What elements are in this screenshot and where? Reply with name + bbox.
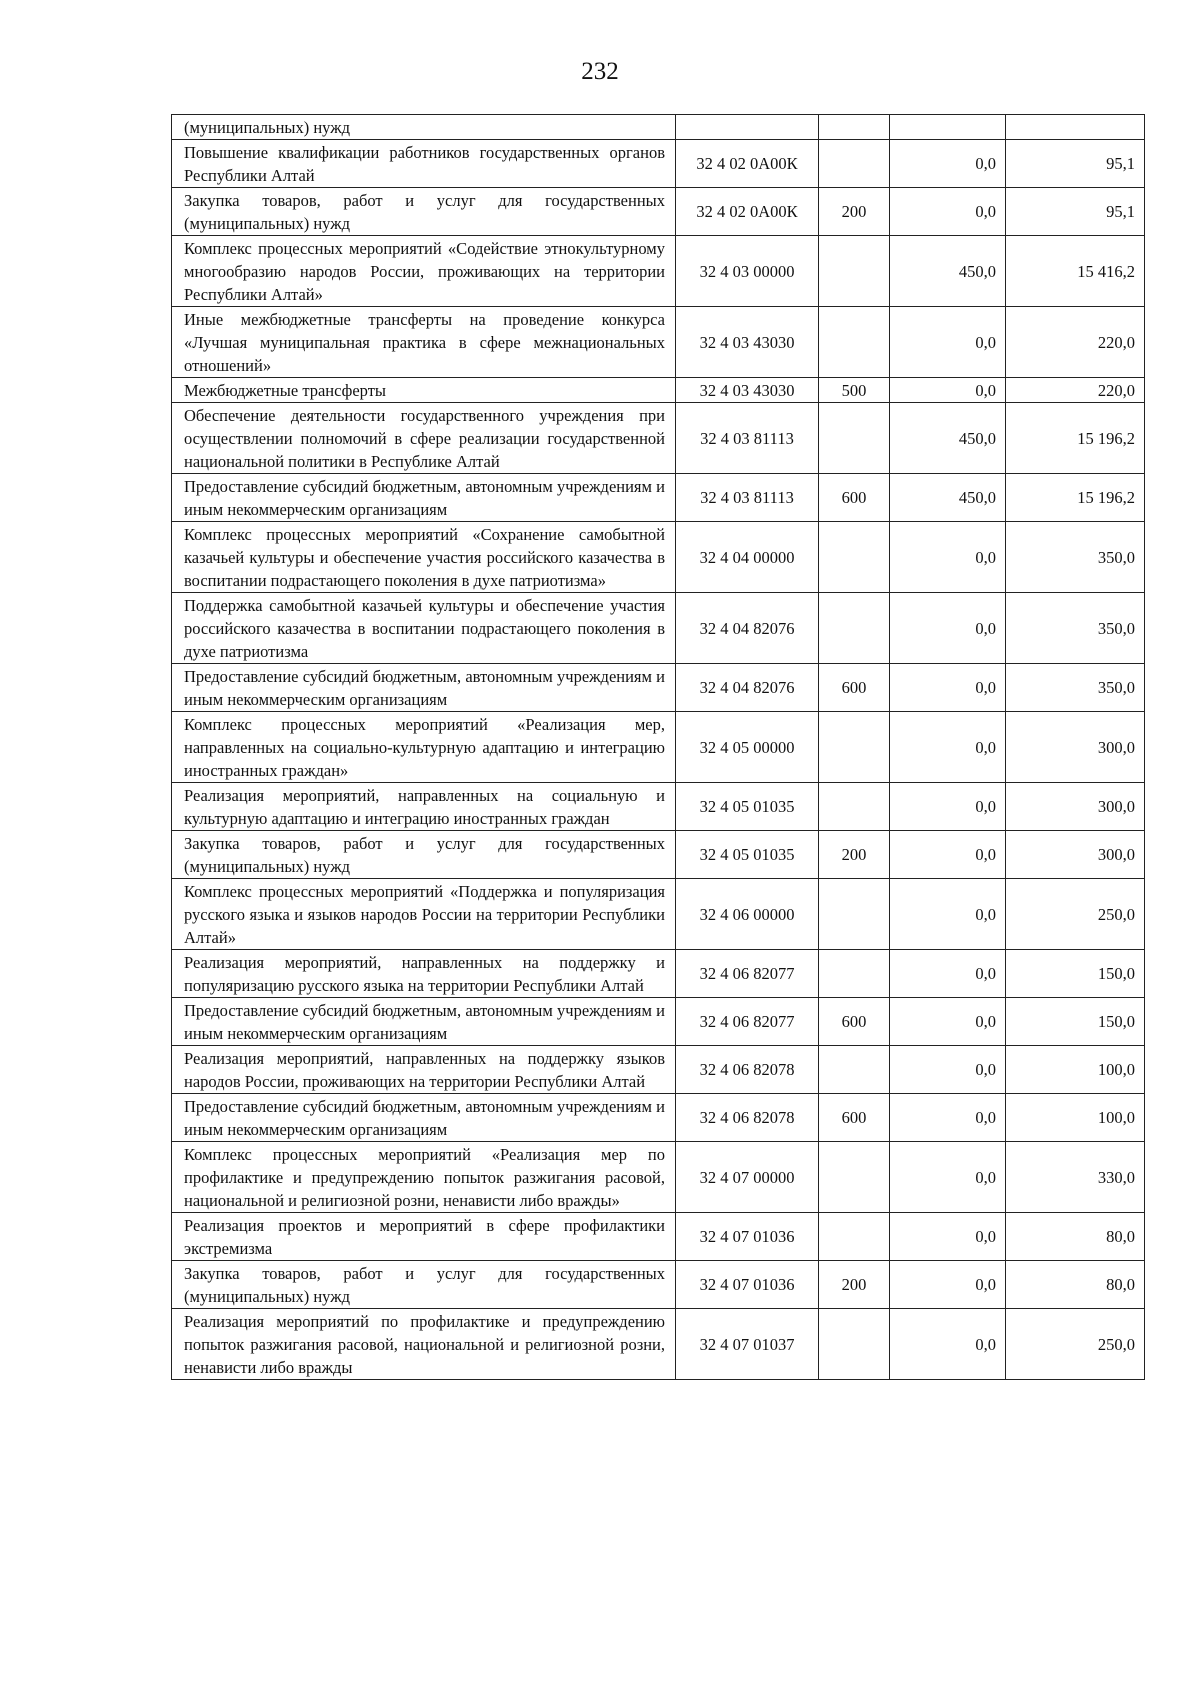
row-expense-type-cell (819, 879, 890, 950)
row-code-cell: 32 4 03 43030 (676, 378, 819, 403)
row-expense-type-cell: 600 (819, 998, 890, 1046)
row-amount-2-cell: 330,0 (1006, 1142, 1145, 1213)
row-name-cell: Комплекс процессных мероприятий «Поддержка и популяризация русского языка и языков народов России на территории Республики Алтай» (172, 879, 676, 950)
row-amount-1-cell: 0,0 (890, 950, 1006, 998)
table-row (172, 140, 1145, 188)
row-expense-type-cell (819, 1309, 890, 1380)
row-code-cell: 32 4 07 01036 (676, 1213, 819, 1261)
row-expense-type-cell (819, 522, 890, 593)
row-amount-2-cell: 80,0 (1006, 1261, 1145, 1309)
row-amount-2-cell: 350,0 (1006, 522, 1145, 593)
row-code-cell: 32 4 07 01036 (676, 1261, 819, 1309)
row-code-cell: 32 4 06 82077 (676, 998, 819, 1046)
row-amount-2-cell: 300,0 (1006, 831, 1145, 879)
row-expense-type-cell: 200 (819, 831, 890, 879)
row-expense-type-cell: 200 (819, 1261, 890, 1309)
row-amount-1-cell: 0,0 (890, 783, 1006, 831)
row-name-cell: Реализация мероприятий, направленных на поддержку и популяризацию русского языка на территории Республики Алтай (172, 950, 676, 998)
row-amount-2-cell: 350,0 (1006, 593, 1145, 664)
row-amount-2-cell: 95,1 (1006, 140, 1145, 188)
row-amount-2-cell: 250,0 (1006, 1309, 1145, 1380)
row-amount-2-cell: 80,0 (1006, 1213, 1145, 1261)
row-amount-1-cell: 0,0 (890, 593, 1006, 664)
row-code-cell: 32 4 04 00000 (676, 522, 819, 593)
table-row (172, 1142, 1145, 1213)
row-amount-1-cell: 0,0 (890, 307, 1006, 378)
row-code-cell: 32 4 06 82078 (676, 1094, 819, 1142)
row-expense-type-cell (819, 1142, 890, 1213)
row-amount-2-cell: 150,0 (1006, 950, 1145, 998)
row-code-cell: 32 4 03 00000 (676, 236, 819, 307)
row-name-cell: Закупка товаров, работ и услуг для государственных (муниципальных) нужд (172, 1261, 676, 1309)
row-code-cell: 32 4 02 0А00К (676, 188, 819, 236)
row-amount-2-cell: 100,0 (1006, 1094, 1145, 1142)
row-amount-2-cell: 220,0 (1006, 378, 1145, 403)
row-name-cell: Комплекс процессных мероприятий «Реализация мер по профилактике и предупреждению попыток разжигания расовой, национальной и религиозной розни, ненависти либо вражды» (172, 1142, 676, 1213)
row-code-cell: 32 4 06 82078 (676, 1046, 819, 1094)
table-row (172, 1213, 1145, 1261)
row-amount-1-cell: 0,0 (890, 1213, 1006, 1261)
row-code-cell: 32 4 06 00000 (676, 879, 819, 950)
table-row (172, 998, 1145, 1046)
row-name-cell: Предоставление субсидий бюджетным, автономным учреждениям и иным некоммерческим организациям (172, 474, 676, 522)
row-name-cell: Повышение квалификации работников государственных органов Республики Алтай (172, 140, 676, 188)
row-amount-2-cell: 15 196,2 (1006, 474, 1145, 522)
row-expense-type-cell: 600 (819, 664, 890, 712)
row-code-cell: 32 4 07 01037 (676, 1309, 819, 1380)
row-amount-2-cell: 100,0 (1006, 1046, 1145, 1094)
row-name-cell: Комплекс процессных мероприятий «Содействие этнокультурному многообразию народов России, проживающих на территории Республики Алтай» (172, 236, 676, 307)
table-row (172, 783, 1145, 831)
row-code-cell (676, 115, 819, 140)
table-row (172, 712, 1145, 783)
row-amount-2-cell: 300,0 (1006, 783, 1145, 831)
table-row (172, 950, 1145, 998)
row-expense-type-cell (819, 712, 890, 783)
table-row (172, 307, 1145, 378)
row-name-cell: Комплекс процессных мероприятий «Реализация мер, направленных на социально-культурную адаптацию и интеграцию иностранных граждан» (172, 712, 676, 783)
row-amount-2-cell: 15 416,2 (1006, 236, 1145, 307)
row-amount-1-cell: 0,0 (890, 188, 1006, 236)
table-row (172, 522, 1145, 593)
table-row (172, 593, 1145, 664)
table-row (172, 474, 1145, 522)
row-expense-type-cell: 200 (819, 188, 890, 236)
row-amount-1-cell (890, 115, 1006, 140)
row-amount-1-cell: 0,0 (890, 879, 1006, 950)
table-row (172, 831, 1145, 879)
row-code-cell: 32 4 03 81113 (676, 474, 819, 522)
row-amount-2-cell: 150,0 (1006, 998, 1145, 1046)
budget-table-body (172, 115, 1145, 1380)
row-expense-type-cell (819, 950, 890, 998)
row-amount-2-cell: 350,0 (1006, 664, 1145, 712)
row-name-cell: Иные межбюджетные трансферты на проведение конкурса «Лучшая муниципальная практика в сфере межнациональных отношений» (172, 307, 676, 378)
row-amount-1-cell: 0,0 (890, 1142, 1006, 1213)
table-row (172, 1309, 1145, 1380)
row-name-cell: (муниципальных) нужд (172, 115, 676, 140)
row-expense-type-cell (819, 236, 890, 307)
row-amount-1-cell: 0,0 (890, 1046, 1006, 1094)
row-name-cell: Поддержка самобытной казачьей культуры и обеспечение участия российского казачества в воспитании подрастающего поколения в духе патриотизма (172, 593, 676, 664)
row-code-cell: 32 4 04 82076 (676, 593, 819, 664)
row-expense-type-cell: 600 (819, 474, 890, 522)
row-name-cell: Реализация мероприятий, направленных на социальную и культурную адаптацию и интеграцию иностранных граждан (172, 783, 676, 831)
row-amount-1-cell: 0,0 (890, 664, 1006, 712)
row-name-cell: Реализация мероприятий, направленных на поддержку языков народов России, проживающих на территории Республики Алтай (172, 1046, 676, 1094)
table-row (172, 188, 1145, 236)
row-name-cell: Закупка товаров, работ и услуг для государственных (муниципальных) нужд (172, 188, 676, 236)
row-amount-1-cell: 0,0 (890, 712, 1006, 783)
row-expense-type-cell (819, 1213, 890, 1261)
row-expense-type-cell: 500 (819, 378, 890, 403)
row-name-cell: Обеспечение деятельности государственного учреждения при осуществлении полномочий в сфере реализации государственной национальной политики в Республике Алтай (172, 403, 676, 474)
row-name-cell: Предоставление субсидий бюджетным, автономным учреждениям и иным некоммерческим организациям (172, 664, 676, 712)
row-amount-2-cell: 250,0 (1006, 879, 1145, 950)
table-row (172, 115, 1145, 140)
row-name-cell: Закупка товаров, работ и услуг для государственных (муниципальных) нужд (172, 831, 676, 879)
row-code-cell: 32 4 02 0А00К (676, 140, 819, 188)
table-row (172, 1094, 1145, 1142)
row-amount-2-cell: 95,1 (1006, 188, 1145, 236)
row-expense-type-cell (819, 115, 890, 140)
table-row (172, 403, 1145, 474)
row-name-cell: Межбюджетные трансферты (172, 378, 676, 403)
table-row (172, 1261, 1145, 1309)
row-name-cell: Предоставление субсидий бюджетным, автономным учреждениям и иным некоммерческим организациям (172, 1094, 676, 1142)
row-amount-1-cell: 0,0 (890, 522, 1006, 593)
row-name-cell: Комплекс процессных мероприятий «Сохранение самобытной казачьей культуры и обеспечение участия российского казачества в воспитании подрастающего поколения в духе патриотизма» (172, 522, 676, 593)
page-number: 232 (581, 58, 619, 85)
row-expense-type-cell (819, 783, 890, 831)
row-code-cell: 32 4 03 81113 (676, 403, 819, 474)
row-amount-2-cell: 220,0 (1006, 307, 1145, 378)
row-expense-type-cell (819, 140, 890, 188)
row-amount-1-cell: 0,0 (890, 1261, 1006, 1309)
row-code-cell: 32 4 07 00000 (676, 1142, 819, 1213)
row-amount-1-cell: 0,0 (890, 831, 1006, 879)
row-code-cell: 32 4 05 01035 (676, 831, 819, 879)
row-expense-type-cell (819, 1046, 890, 1094)
row-code-cell: 32 4 03 43030 (676, 307, 819, 378)
table-row (172, 1046, 1145, 1094)
row-amount-1-cell: 450,0 (890, 403, 1006, 474)
row-amount-1-cell: 0,0 (890, 1309, 1006, 1380)
table-row (172, 664, 1145, 712)
row-code-cell: 32 4 05 01035 (676, 783, 819, 831)
row-expense-type-cell (819, 307, 890, 378)
row-amount-1-cell: 0,0 (890, 1094, 1006, 1142)
row-amount-1-cell: 0,0 (890, 998, 1006, 1046)
row-expense-type-cell: 600 (819, 1094, 890, 1142)
row-code-cell: 32 4 04 82076 (676, 664, 819, 712)
row-code-cell: 32 4 05 00000 (676, 712, 819, 783)
table-row (172, 236, 1145, 307)
row-amount-1-cell: 0,0 (890, 378, 1006, 403)
row-amount-1-cell: 450,0 (890, 474, 1006, 522)
row-amount-2-cell: 15 196,2 (1006, 403, 1145, 474)
row-amount-2-cell: 300,0 (1006, 712, 1145, 783)
budget-table (171, 114, 1145, 1380)
row-expense-type-cell (819, 403, 890, 474)
row-code-cell: 32 4 06 82077 (676, 950, 819, 998)
row-amount-1-cell: 450,0 (890, 236, 1006, 307)
row-amount-1-cell: 0,0 (890, 140, 1006, 188)
row-name-cell: Реализация мероприятий по профилактике и предупреждению попыток разжигания расовой, национальной и религиозной розни, ненависти либо вражды (172, 1309, 676, 1380)
row-name-cell: Реализация проектов и мероприятий в сфере профилактики экстремизма (172, 1213, 676, 1261)
table-row (172, 879, 1145, 950)
row-name-cell: Предоставление субсидий бюджетным, автономным учреждениям и иным некоммерческим организациям (172, 998, 676, 1046)
table-row (172, 378, 1145, 403)
row-expense-type-cell (819, 593, 890, 664)
row-amount-2-cell (1006, 115, 1145, 140)
